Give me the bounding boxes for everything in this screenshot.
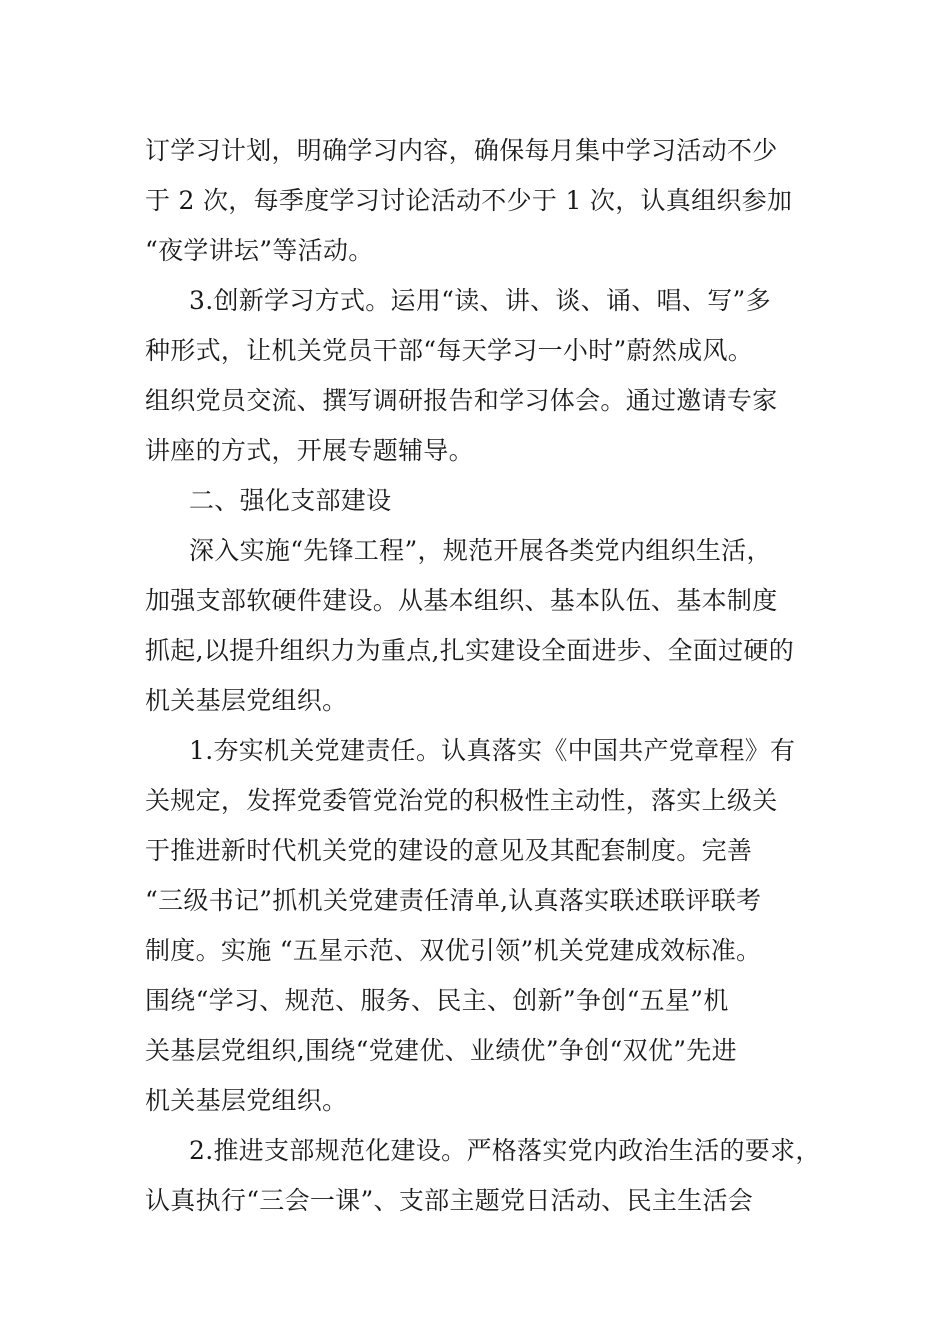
text-line-2: 于 2 次，每季度学习讨论活动不少于 1 次，认真组织参加 (145, 186, 793, 215)
text-line-13: 1.夯实机关党建责任。认真落实《中国共产党章程》有 (189, 736, 796, 765)
section-heading: 二、强化支部建设 (189, 486, 392, 515)
text-line-3: “夜学讲坛”等活动。 (145, 236, 374, 265)
text-line-10: 加强支部软硬件建设。从基本组织、基本队伍、基本制度 (145, 586, 778, 615)
text-line-14: 关规定，发挥党委管党治党的积极性主动性，落实上级关 (145, 786, 778, 815)
text-line-5: 种形式，让机关党员干部“每天学习一小时”蔚然成风。 (145, 336, 754, 365)
text-line-22: 认真执行“三会一课”、支部主题党日活动、民主生活会 (145, 1186, 754, 1215)
text-line-11: 抓起,以提升组织力为重点,扎实建设全面进步、全面过硬的 (145, 636, 794, 665)
text-line-7: 讲座的方式，开展专题辅导。 (145, 436, 474, 465)
text-line-18: 围绕“学习、规范、服务、民主、创新”争创“五星”机 (145, 986, 729, 1015)
text-line-17: 制度。实施 “五星示范、双优引领”机关党建成效标准。 (145, 936, 762, 965)
text-line-20: 机关基层党组织。 (145, 1086, 348, 1115)
text-line-9: 深入实施“先锋工程”，规范开展各类党内组织生活， (189, 536, 772, 565)
document-body (145, 126, 821, 1226)
text-line-4: 3.创新学习方式。运用“读、讲、谈、诵、唱、写”多 (189, 286, 771, 315)
text-line-16: “三级书记”抓机关党建责任清单,认真落实联述联评联考 (145, 886, 762, 915)
text-line-15: 于推进新时代机关党的建设的意见及其配套制度。完善 (145, 836, 753, 865)
text-line-12: 机关基层党组织。 (145, 686, 348, 715)
text-line-6: 组织党员交流、撰写调研报告和学习体会。通过邀请专家 (145, 386, 778, 415)
text-line-1: 订学习计划，明确学习内容，确保每月集中学习活动不少 (145, 136, 778, 165)
text-line-21: 2.推进支部规范化建设。严格落实党内政治生活的要求， (189, 1136, 821, 1165)
text-line-19: 关基层党组织,围绕“党建优、业绩优”争创“双优”先进 (145, 1036, 737, 1065)
